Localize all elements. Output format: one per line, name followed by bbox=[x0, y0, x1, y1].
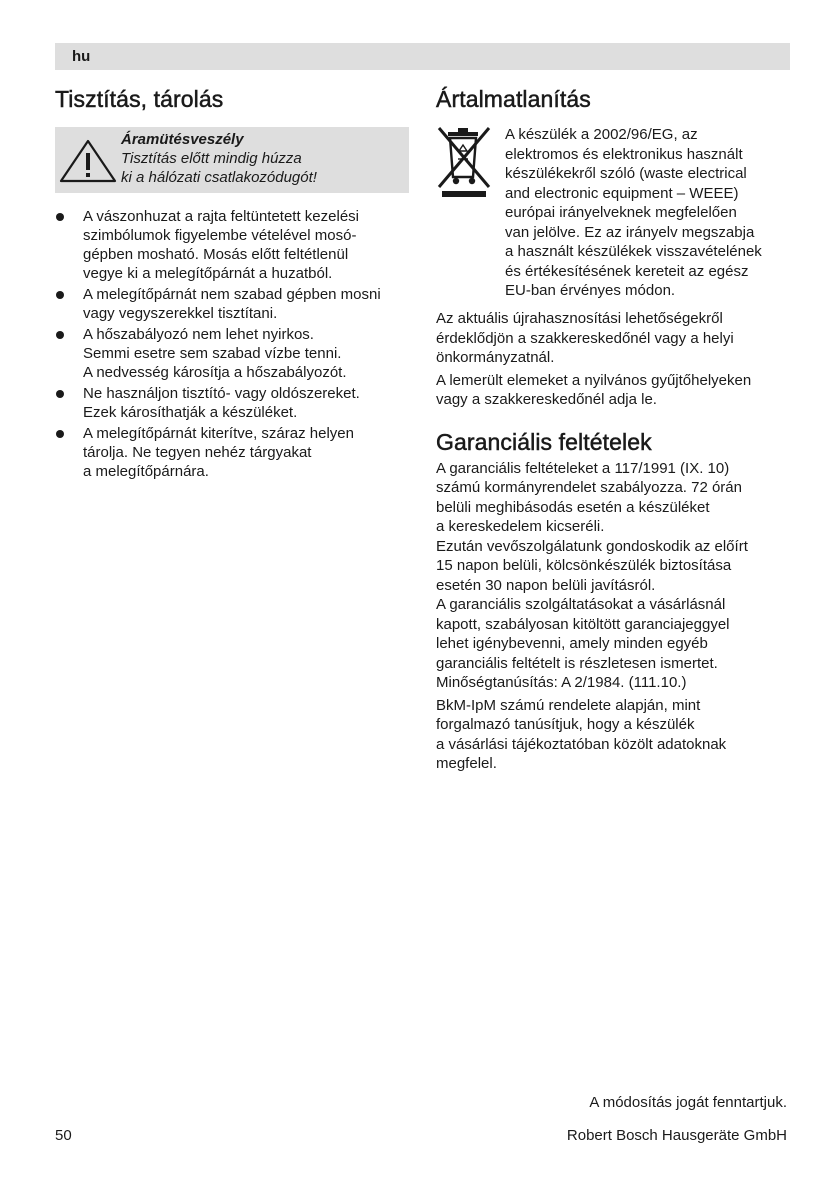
battery-text: A lemerült elemeket a nyilvános gyűjtőhelyeken vagy a szakkereskedőnél adja le. bbox=[436, 371, 752, 408]
bullet-icon bbox=[56, 291, 64, 299]
right-column bbox=[436, 86, 792, 774]
cleaning-heading: Tisztítás, tárolás bbox=[55, 86, 224, 112]
guarantee-heading: Garanciális feltételek bbox=[436, 428, 652, 455]
cleaning-list bbox=[55, 207, 411, 481]
recycling-text: Az aktuális újrahasznosítási lehetőségekről érdeklődjön a szakkereskedőnél vagy a helyi önkormányzatnál. bbox=[436, 310, 734, 366]
weee-text: A készülék a 2002/96/EG, az elektromos és elektronikus használt készülékekről szóló (waste electrical and electronic equipment – WEEE) európai irányelveknek megfelelően van jelölve. Ez az irányelv megszabja a használt készülékek visszavételének és értékesítésének kereteit az egész EU-ban érvényes módon. bbox=[505, 126, 762, 299]
list-item: Ne használjon tisztító- vagy oldószereket. Ezek károsíthatják a készüléket. bbox=[55, 384, 411, 422]
page-number: 50 bbox=[55, 1127, 72, 1144]
crossed-bin-icon bbox=[436, 125, 494, 199]
warning-box bbox=[55, 127, 409, 193]
bullet-icon bbox=[56, 430, 64, 438]
language-code: hu bbox=[72, 48, 91, 65]
weee-section bbox=[436, 125, 792, 323]
bullet-icon bbox=[56, 390, 64, 398]
language-bar bbox=[55, 43, 790, 70]
list-item: A vászonhuzat a rajta feltüntetett kezelési szimbólumok figyelembe vételével mosó- gépben mosható. Mosás előtt feltétlenül vegye ki a melegítőpárnát a huzatból. bbox=[55, 207, 411, 283]
bullet-icon bbox=[56, 213, 64, 221]
disposal-heading: Ártalmatlanítás bbox=[436, 86, 591, 112]
guarantee-text: A garanciális feltételeket a 117/1991 (IX. 10) számú kormányrendelet szabályozza. 72 órán belüli meghibásodás esetén a készüléket a kereskedelem kicseréli. Ezután vevőszolgálatunk gondoskodik az előírt 15 napon belüli, kölcsönkészülék biztosítása esetén 30 napon belüli javításról. A garanciális szolgáltatásokat a vásárlásnál kapott, szabályosan kitöltött garanciajeggyel lehet igénybevenni, amely minden egyéb garanciális feltételt is részletesen ismertet. Minőségtanúsítás: A 2/1984. (111.10.) bbox=[436, 459, 748, 691]
company-name: Robert Bosch Hausgeräte GmbH bbox=[566, 1127, 787, 1144]
bkm-text: BkM-IpM számú rendelete alapján, mint forgalmazó tanúsítjuk, hogy a készülék a vásárlási tájékoztatóban közölt adatoknak megfelel. bbox=[436, 696, 727, 772]
warning-text-block bbox=[121, 130, 317, 187]
rights-reserved-note: A módosítás jogát fenntartjuk. bbox=[589, 1094, 787, 1111]
list-item: A melegítőpárnát nem szabad gépben mosni vagy vegyszerekkel tisztítani. bbox=[55, 285, 411, 323]
bullet-icon bbox=[56, 331, 64, 339]
list-item: A melegítőpárnát kiterítve, száraz helyen tárolja. Ne tegyen nehéz tárgyakat a melegítőpárnára. bbox=[55, 424, 411, 481]
left-column bbox=[55, 86, 411, 483]
warning-text: Tisztítás előtt mindig húzza ki a hálózati csatlakozódugót! bbox=[121, 150, 317, 186]
warning-triangle-icon bbox=[58, 138, 118, 184]
warning-title: Áramütésveszély bbox=[121, 131, 244, 148]
list-item: A hőszabályozó nem lehet nyirkos. Semmi esetre sem szabad vízbe tenni. A nedvesség károsítja a hőszabályozót. bbox=[55, 325, 411, 382]
